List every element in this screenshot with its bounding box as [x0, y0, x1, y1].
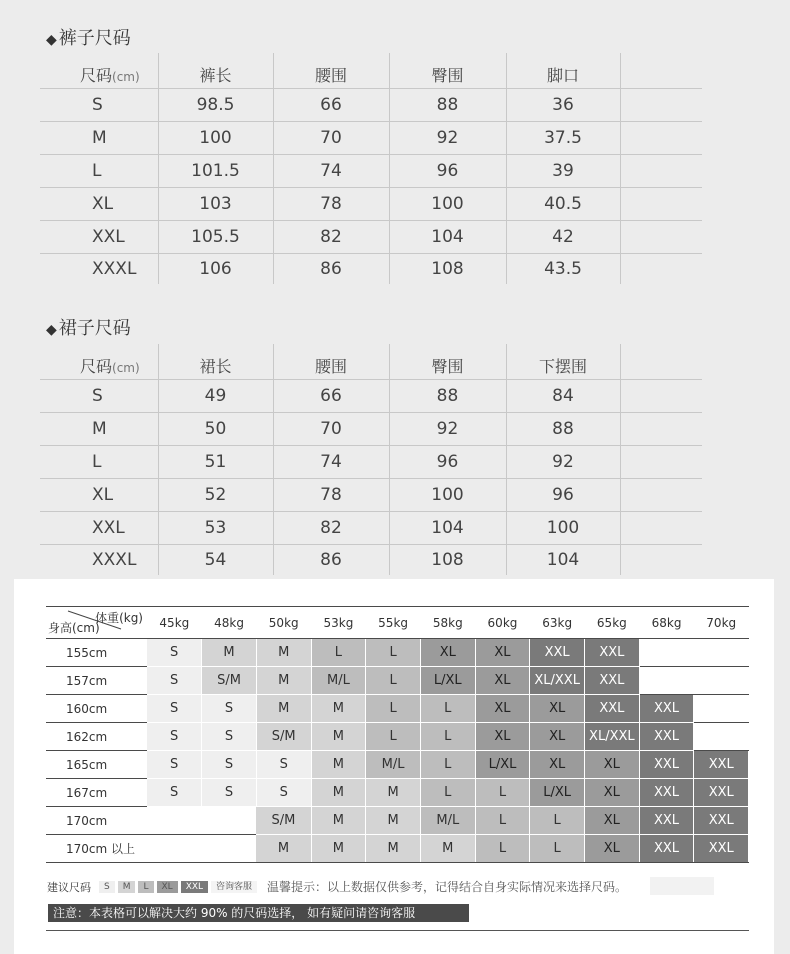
- column-header: [40, 53, 158, 88]
- value-cell: [620, 379, 702, 412]
- size-cell: M: [256, 667, 311, 695]
- value-cell: 74: [273, 445, 389, 478]
- size-cell: XXL: [694, 835, 749, 863]
- value-cell: [620, 88, 702, 121]
- size-cell: L: [366, 667, 421, 695]
- size-cell: S/M: [256, 807, 311, 835]
- value-cell: 104: [506, 544, 620, 575]
- size-cell: XL: [585, 835, 640, 863]
- size-cell: [639, 667, 694, 695]
- pants-size-table: [40, 53, 702, 284]
- table-row: [40, 412, 702, 445]
- legend-swatch: XL: [157, 881, 178, 893]
- value-cell: [620, 511, 702, 544]
- size-cell: M: [311, 751, 366, 779]
- height-cell: 155cm: [46, 639, 147, 667]
- size-cell: L: [530, 835, 585, 863]
- corner-cell: [46, 607, 147, 639]
- size-cell: [694, 639, 749, 667]
- height-cell: 170cm: [46, 807, 147, 835]
- value-cell: 43.5: [506, 253, 620, 284]
- size-cell: S: [147, 779, 202, 807]
- size-cell: L/XL: [475, 751, 530, 779]
- size-cell: XL: [420, 639, 475, 667]
- size-cell: L: [366, 723, 421, 751]
- size-cell: S: [40, 379, 158, 412]
- size-cell: L: [366, 695, 421, 723]
- size-cell: M/L: [311, 667, 366, 695]
- size-recommendation-table: [46, 606, 749, 863]
- size-cell: M: [311, 779, 366, 807]
- legend-label: 建议尺码: [47, 881, 91, 894]
- value-cell: 78: [273, 478, 389, 511]
- size-cell: M: [311, 835, 366, 863]
- value-cell: 36: [506, 88, 620, 121]
- size-cell: XL: [475, 723, 530, 751]
- height-cell: 167cm: [46, 779, 147, 807]
- table-row: [40, 253, 702, 284]
- value-cell: 104: [389, 220, 506, 253]
- size-cell: XXL: [585, 639, 640, 667]
- height-row: [46, 723, 749, 751]
- value-cell: [620, 445, 702, 478]
- value-cell: [620, 544, 702, 575]
- size-cell: L: [475, 779, 530, 807]
- size-cell: [694, 723, 749, 751]
- size-cell: L: [311, 639, 366, 667]
- legend-swatch: 咨询客服: [211, 881, 257, 893]
- size-cell: L: [420, 779, 475, 807]
- size-cell: [694, 695, 749, 723]
- size-cell: [147, 807, 202, 835]
- size-cell: S: [202, 723, 257, 751]
- column-header: 臀围: [389, 53, 506, 88]
- column-header: 臀围: [389, 344, 506, 379]
- size-cell: XXL: [40, 511, 158, 544]
- weight-header: 68kg: [639, 607, 694, 639]
- value-cell: 82: [273, 511, 389, 544]
- size-cell: L/XL: [420, 667, 475, 695]
- table-row: [40, 88, 702, 121]
- height-row: [46, 751, 749, 779]
- value-cell: 101.5: [158, 154, 273, 187]
- value-cell: 39: [506, 154, 620, 187]
- size-cell: XL: [530, 723, 585, 751]
- size-cell: XXL: [639, 751, 694, 779]
- pants-section-title: ◆ 裤子尺码: [46, 28, 131, 49]
- weight-header: 65kg: [585, 607, 640, 639]
- size-cell: S: [256, 779, 311, 807]
- size-cell: S: [40, 88, 158, 121]
- height-row: [46, 807, 749, 835]
- column-header: [620, 53, 702, 88]
- size-cell: L: [420, 695, 475, 723]
- height-label: 身高(cm): [48, 621, 100, 635]
- value-cell: 96: [389, 154, 506, 187]
- bottom-divider: [46, 930, 749, 931]
- size-cell: XXL: [639, 807, 694, 835]
- value-cell: 66: [273, 379, 389, 412]
- column-header: 腰围: [273, 53, 389, 88]
- value-cell: 84: [506, 379, 620, 412]
- size-cell: L: [475, 807, 530, 835]
- legend-swatch: XXL: [181, 881, 208, 893]
- size-cell: XXL: [694, 779, 749, 807]
- size-cell: XL: [585, 807, 640, 835]
- height-cell: 165cm: [46, 751, 147, 779]
- value-cell: 108: [389, 544, 506, 575]
- size-cell: XL: [40, 478, 158, 511]
- size-cell: S: [202, 695, 257, 723]
- value-cell: [620, 253, 702, 284]
- value-cell: [620, 220, 702, 253]
- value-cell: 66: [273, 88, 389, 121]
- height-row: [46, 779, 749, 807]
- value-cell: 42: [506, 220, 620, 253]
- size-cell: M: [366, 807, 421, 835]
- value-cell: 70: [273, 121, 389, 154]
- value-cell: [620, 412, 702, 445]
- table-row: [40, 478, 702, 511]
- value-cell: 92: [389, 121, 506, 154]
- value-cell: 51: [158, 445, 273, 478]
- size-cell: [694, 667, 749, 695]
- weight-header: 58kg: [420, 607, 475, 639]
- value-cell: 70: [273, 412, 389, 445]
- size-cell: L: [40, 154, 158, 187]
- size-cell: M: [256, 835, 311, 863]
- size-cell: XXL: [585, 695, 640, 723]
- unit-label: (cm): [112, 361, 140, 375]
- header-row: [40, 53, 702, 88]
- table-row: [40, 511, 702, 544]
- size-cell: S: [202, 751, 257, 779]
- height-row: [46, 667, 749, 695]
- note-banner: 注意：本表格可以解决大约 90% 的尺码选择， 如有疑问请咨询客服: [48, 904, 469, 922]
- corner-label: [46, 607, 147, 638]
- size-cell: M/L: [366, 751, 421, 779]
- size-cell: XXL: [639, 835, 694, 863]
- size-cell: S: [147, 639, 202, 667]
- size-cell: XL: [475, 639, 530, 667]
- column-header: [620, 344, 702, 379]
- table-row: [40, 187, 702, 220]
- table-row: [40, 121, 702, 154]
- header-row: [40, 344, 702, 379]
- size-cell: XXL: [639, 723, 694, 751]
- size-cell: XXL: [530, 639, 585, 667]
- value-cell: 74: [273, 154, 389, 187]
- value-cell: 88: [389, 88, 506, 121]
- size-cell: XXL: [40, 220, 158, 253]
- size-cell: XXXL: [40, 253, 158, 284]
- value-cell: 50: [158, 412, 273, 445]
- size-cell: S: [147, 723, 202, 751]
- value-cell: 53: [158, 511, 273, 544]
- value-cell: 86: [273, 253, 389, 284]
- value-cell: 86: [273, 544, 389, 575]
- size-cell: M: [366, 779, 421, 807]
- size-cell: XL: [530, 751, 585, 779]
- size-cell: L: [530, 807, 585, 835]
- size-cell: M: [311, 807, 366, 835]
- tip-box: [650, 877, 714, 895]
- height-cell: 170cm 以上: [46, 835, 147, 863]
- size-cell: [639, 639, 694, 667]
- size-cell: L: [366, 639, 421, 667]
- size-cell: S: [147, 667, 202, 695]
- size-cell: M: [40, 121, 158, 154]
- size-cell: [202, 835, 257, 863]
- size-cell: L: [40, 445, 158, 478]
- table-row: [40, 154, 702, 187]
- height-row: [46, 835, 749, 863]
- value-cell: 92: [506, 445, 620, 478]
- value-cell: 96: [389, 445, 506, 478]
- legend-swatch: L: [138, 881, 153, 893]
- weight-header: 48kg: [202, 607, 257, 639]
- weight-header: 53kg: [311, 607, 366, 639]
- size-cell: XXL: [639, 779, 694, 807]
- size-cell: XL: [585, 779, 640, 807]
- size-cell: XL: [475, 667, 530, 695]
- value-cell: 96: [506, 478, 620, 511]
- size-cell: XL: [530, 695, 585, 723]
- size-cell: S/M: [202, 667, 257, 695]
- size-legend: [47, 879, 257, 895]
- column-header: [40, 344, 158, 379]
- height-cell: 162cm: [46, 723, 147, 751]
- diamond-icon: ◆: [46, 322, 57, 338]
- size-cell: S: [147, 695, 202, 723]
- size-cell: XXL: [585, 667, 640, 695]
- table-row: [40, 544, 702, 575]
- size-cell: M: [40, 412, 158, 445]
- size-cell: [147, 835, 202, 863]
- size-cell: S: [202, 779, 257, 807]
- size-cell: M: [311, 723, 366, 751]
- value-cell: 92: [389, 412, 506, 445]
- weight-header: 63kg: [530, 607, 585, 639]
- value-cell: 98.5: [158, 88, 273, 121]
- legend-swatch: M: [118, 881, 136, 893]
- value-cell: 100: [506, 511, 620, 544]
- value-cell: 88: [506, 412, 620, 445]
- header-label: 尺码: [80, 66, 113, 85]
- height-cell: 157cm: [46, 667, 147, 695]
- value-cell: [620, 154, 702, 187]
- size-cell: L: [475, 835, 530, 863]
- value-cell: 106: [158, 253, 273, 284]
- value-cell: 52: [158, 478, 273, 511]
- size-cell: XXXL: [40, 544, 158, 575]
- value-cell: 103: [158, 187, 273, 220]
- column-header: 裙长: [158, 344, 273, 379]
- size-cell: M: [366, 835, 421, 863]
- weight-header: 45kg: [147, 607, 202, 639]
- weight-header: 70kg: [694, 607, 749, 639]
- value-cell: 100: [158, 121, 273, 154]
- value-cell: [620, 121, 702, 154]
- value-cell: 100: [389, 478, 506, 511]
- legend-swatch: S: [99, 881, 115, 893]
- size-cell: L: [420, 723, 475, 751]
- size-cell: M/L: [420, 807, 475, 835]
- height-row: [46, 695, 749, 723]
- size-cell: XL/XXL: [585, 723, 640, 751]
- weight-label: 体重(kg): [95, 611, 143, 625]
- size-cell: XXL: [694, 751, 749, 779]
- value-cell: 78: [273, 187, 389, 220]
- size-cell: XXL: [639, 695, 694, 723]
- size-cell: S/M: [256, 723, 311, 751]
- column-header: 腰围: [273, 344, 389, 379]
- size-cell: M: [202, 639, 257, 667]
- skirt-size-table: [40, 344, 702, 575]
- size-cell: M: [256, 639, 311, 667]
- weight-header: 60kg: [475, 607, 530, 639]
- recommendation-panel: [14, 579, 774, 954]
- size-cell: XL: [585, 751, 640, 779]
- weight-header: 55kg: [366, 607, 421, 639]
- size-cell: M: [311, 695, 366, 723]
- size-cell: L: [420, 751, 475, 779]
- size-cell: S: [147, 751, 202, 779]
- size-cell: L/XL: [530, 779, 585, 807]
- size-cell: [202, 807, 257, 835]
- size-cell: M: [256, 695, 311, 723]
- value-cell: 105.5: [158, 220, 273, 253]
- diamond-icon: ◆: [46, 32, 57, 48]
- unit-label: (cm): [112, 70, 140, 84]
- header-label: 尺码: [80, 357, 113, 376]
- weight-header-row: [46, 607, 749, 639]
- value-cell: 104: [389, 511, 506, 544]
- table-row: [40, 379, 702, 412]
- value-cell: 100: [389, 187, 506, 220]
- table-row: [40, 220, 702, 253]
- size-cell: XXL: [694, 807, 749, 835]
- size-cell: XL/XXL: [530, 667, 585, 695]
- weight-header: 50kg: [256, 607, 311, 639]
- column-header: 脚口: [506, 53, 620, 88]
- value-cell: 82: [273, 220, 389, 253]
- size-cell: XL: [40, 187, 158, 220]
- value-cell: 37.5: [506, 121, 620, 154]
- column-header: 下摆围: [506, 344, 620, 379]
- value-cell: 40.5: [506, 187, 620, 220]
- value-cell: [620, 478, 702, 511]
- size-cell: M: [420, 835, 475, 863]
- table-row: [40, 445, 702, 478]
- value-cell: 54: [158, 544, 273, 575]
- skirt-section-title: ◆ 裙子尺码: [46, 318, 131, 339]
- column-header: 裤长: [158, 53, 273, 88]
- size-cell: XL: [475, 695, 530, 723]
- value-cell: 49: [158, 379, 273, 412]
- height-cell: 160cm: [46, 695, 147, 723]
- size-cell: S: [256, 751, 311, 779]
- height-row: [46, 639, 749, 667]
- value-cell: 88: [389, 379, 506, 412]
- value-cell: [620, 187, 702, 220]
- warm-tip-text: 温馨提示：以上数据仅供参考，记得结合自身实际情况来选择尺码。: [267, 880, 628, 894]
- value-cell: 108: [389, 253, 506, 284]
